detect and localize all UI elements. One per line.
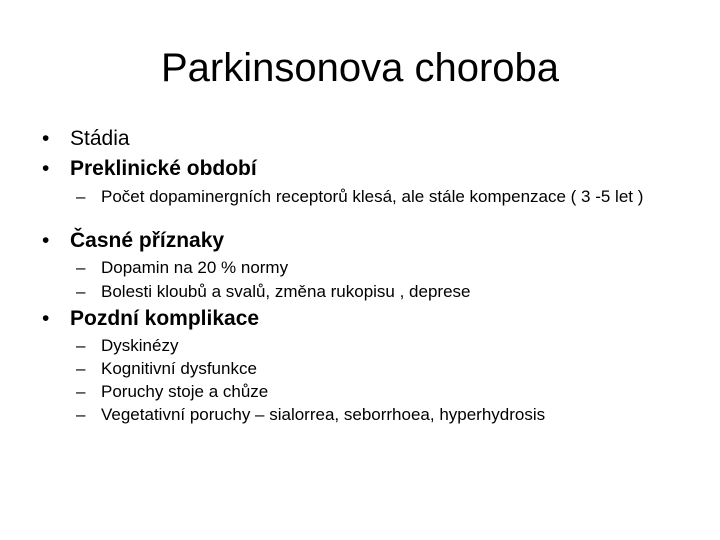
bullet-text: Stádia [70,127,130,150]
bullet-text: Preklinické období [70,157,257,180]
bullet-icon: • [42,307,50,330]
bullet-text: Časné příznaky [70,229,225,252]
bullet-icon: • [42,157,50,180]
bullet-text: Pozdní komplikace [70,307,260,330]
sub-item-text: Dopamin na 20 % normy [101,258,289,277]
slide-title: Parkinsonova choroba [160,46,560,90]
sub-item-text: Dyskinézy [101,336,179,355]
dash-icon: – [76,382,86,401]
dash-icon: – [76,336,86,355]
bullet-icon: • [42,127,50,150]
bullet-icon: • [42,229,50,252]
dash-icon: – [76,187,86,206]
sub-item-text: Bolesti kloubů a svalů, změna rukopisu , deprese [101,282,471,301]
dash-icon: – [76,405,86,424]
sub-item-text: Kognitivní dysfunkce [101,359,257,378]
sub-item-text: Počet dopaminergních receptorů klesá, ale stále kompenzace ( 3 -5 let ) [101,187,644,206]
dash-icon: – [76,258,86,277]
dash-icon: – [76,282,86,301]
dash-icon: – [76,359,86,378]
sub-item-text: Poruchy stoje a chůze [101,382,269,401]
sub-item-text: Vegetativní poruchy – sialorrea, seborrhoea, hyperhydrosis [101,405,546,424]
